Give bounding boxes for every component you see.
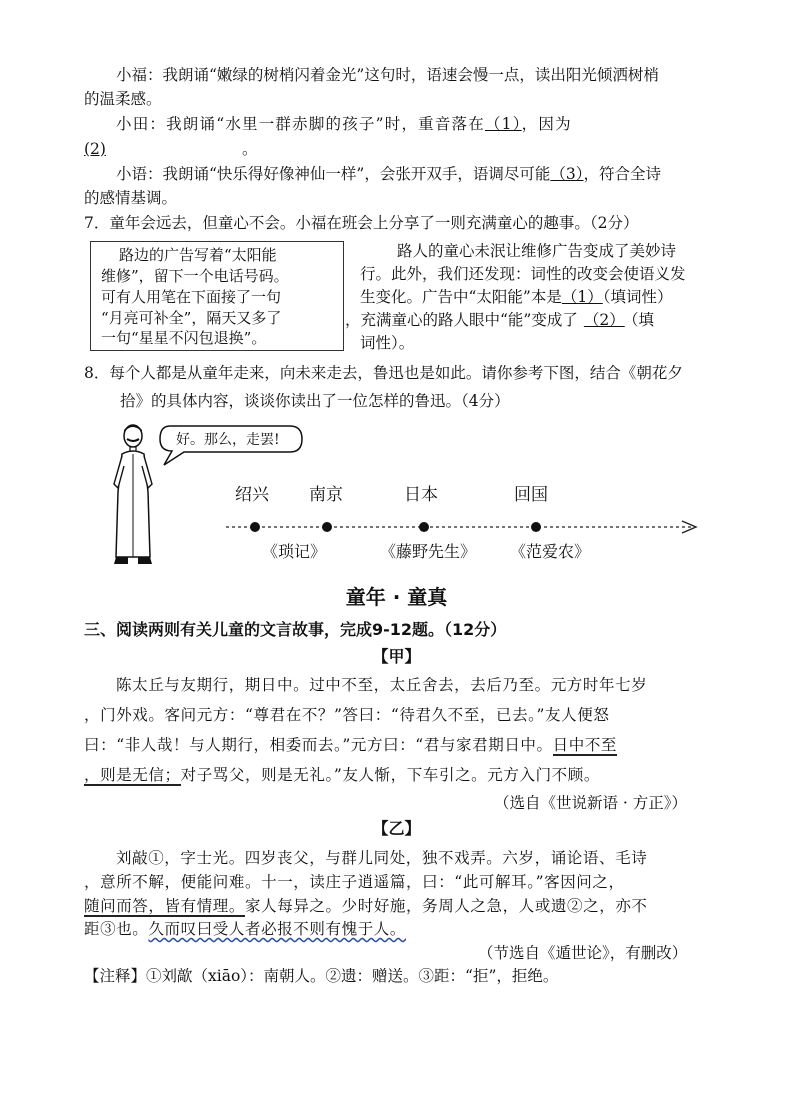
jia-line-4 (84, 764, 600, 786)
jia-line-4-text: 对子骂父，则是无礼。”友人惭，下车引之。元方入门不顾。 (180, 766, 600, 784)
xiaotian-line (116, 113, 572, 135)
q7-stem: 7．童年会远去，但童心不会。小福在班会上分享了一则充满童心的趣事。（2分） (84, 214, 639, 232)
timeline-dot-shaoxing (250, 522, 260, 532)
xiaotian-text: 小田：我朗诵“水里一群赤脚的孩子”时，重音落在 (116, 115, 485, 133)
timeline-dot-return (531, 522, 541, 532)
yi-line-3 (84, 895, 648, 917)
box-line-2: 维修”，留下一个电话号码。 (101, 267, 289, 285)
jia-label: 【甲】 (372, 647, 421, 666)
q7-right-5: 词性）。 (360, 334, 415, 352)
jia-line-2: ，门外戏。客问元方：“尊君在不？”答曰：“待君久不至，已去。”友人便怒 (84, 706, 610, 724)
q7-right-3-text: 生变化。广告中“太阳能”本是 (360, 288, 562, 306)
q7-blank-1: （1） (561, 288, 603, 306)
annotation-note: 【注释】①刘歊（xiāo）：南朝人。②遗：赠送。③距：“拒”，拒绝。 (84, 967, 559, 985)
xiaoyu-text: 小语：我朗诵“快乐得好像神仙一样”，会张开双手，语调尽可能 (116, 165, 551, 183)
xiaoyu-tail: ，符合全诗 (583, 165, 661, 183)
jia-underlined-a: 日中不至 (552, 736, 618, 754)
yi-underlined: 随问而答，皆有情理。 (84, 897, 246, 915)
q8-line-2: 拾》的具体内容，谈谈你读出了一位怎样的鲁迅。（4分） (120, 392, 510, 410)
blank-2: (2) (84, 140, 106, 158)
box-line-1: 路边的广告写着“太阳能 (119, 246, 277, 264)
q7-blank-2: （2） (583, 311, 625, 329)
yi-line-4-text: 距③也。 (84, 920, 149, 938)
place-nanjing: 南京 (309, 485, 343, 505)
yi-label: 【乙】 (372, 819, 421, 838)
xiaoyu-line-2: 的感情基调。 (84, 189, 178, 207)
blank-3: （3） (550, 165, 584, 183)
jia-line-1: 陈太丘与友期行，期日中。过中不至，太丘舍去，去后乃至。元方时年七岁 (116, 676, 648, 694)
section-heading: 三、阅读两则有关儿童的文言故事，完成9-12题。（12分） (84, 620, 507, 639)
q7-right-4-text: ，充满童心的路人眼中“能”变成了 (345, 311, 578, 329)
jia-line-3-text: 曰：“非人哉！与人期行，相委而去。”元方曰：“君与家君期日中。 (84, 736, 553, 754)
xiaotian-because: ，因为 (521, 115, 572, 133)
q7-right-4-tail: （填 (630, 311, 654, 329)
place-return: 回国 (514, 485, 548, 505)
ad-anecdote-box (90, 241, 344, 351)
q7-right-3 (360, 286, 673, 308)
q7-right-4 (345, 309, 654, 331)
speech-text: 好。那么，走罢! (176, 432, 280, 448)
yi-line-3-text: 家人每异之。少时好施，务周人之急，人或遗②之，亦不 (245, 897, 648, 915)
q7-right-2: 行。此外，我们还发现：词性的改变会使语义发 (360, 265, 686, 283)
box-line-3: 可有人用笔在下面接了一句 (101, 288, 282, 306)
place-japan: 日本 (404, 485, 438, 505)
jia-line-3 (84, 734, 617, 756)
yi-line-1: 刘敲①，字士光。四岁丧父，与群儿同处，独不戏弄。六岁，诵论语、毛诗 (116, 849, 648, 867)
q7-right-3-tail: （填词性） (602, 288, 673, 306)
xiaofu-line-1: 小福：我朗诵“嫩绿的树梢闪着金光”这句时，语速会慢一点，读出阳光倾洒树梢 (116, 66, 659, 84)
section-title: 童年 · 童真 (345, 585, 448, 609)
timeline-arrow (224, 516, 704, 538)
xiaoyu-line (116, 163, 661, 185)
blank-1: （1） (484, 115, 522, 133)
book-fanainong: 《范爱农》 (510, 542, 591, 561)
timeline-dot-nanjing (322, 522, 332, 532)
yi-line-4 (84, 918, 406, 940)
xiaofu-line-2: 的温柔感。 (84, 90, 162, 108)
place-shaoxing: 绍兴 (235, 485, 269, 505)
yi-wavy-sentence: 久而叹曰受人者必报不则有愧于人。 (148, 920, 407, 938)
book-suoji: 《琐记》 (262, 542, 327, 561)
box-line-5: 一句“星星不闪包退换”。 (101, 329, 267, 347)
q8-line-1: 8．每个人都是从童年走来，向未来走去，鲁迅也是如此。请你参考下图，结合《朝花夕 (84, 364, 683, 382)
yi-source: （节选自《遁世论》，有删改） (478, 944, 688, 962)
q7-right-1: 路人的童心未泯让维修广告变成了美妙诗 (397, 242, 677, 260)
book-tengye: 《藤野先生》 (380, 542, 477, 561)
jia-underlined-b: ，则是无信； (84, 766, 181, 784)
timeline-dot-japan (419, 522, 429, 532)
jia-source: （选自《世说新语 · 方正》） (494, 794, 688, 812)
yi-line-2: ，意所不解，便能问难。十一，读庄子逍遥篇，曰：“此可解耳。”客因问之， (84, 873, 625, 891)
box-line-4: “月亮可补全”，隔天又多了 (101, 309, 282, 327)
xiaotian-line-2 (84, 138, 258, 160)
period: 。 (242, 140, 258, 158)
